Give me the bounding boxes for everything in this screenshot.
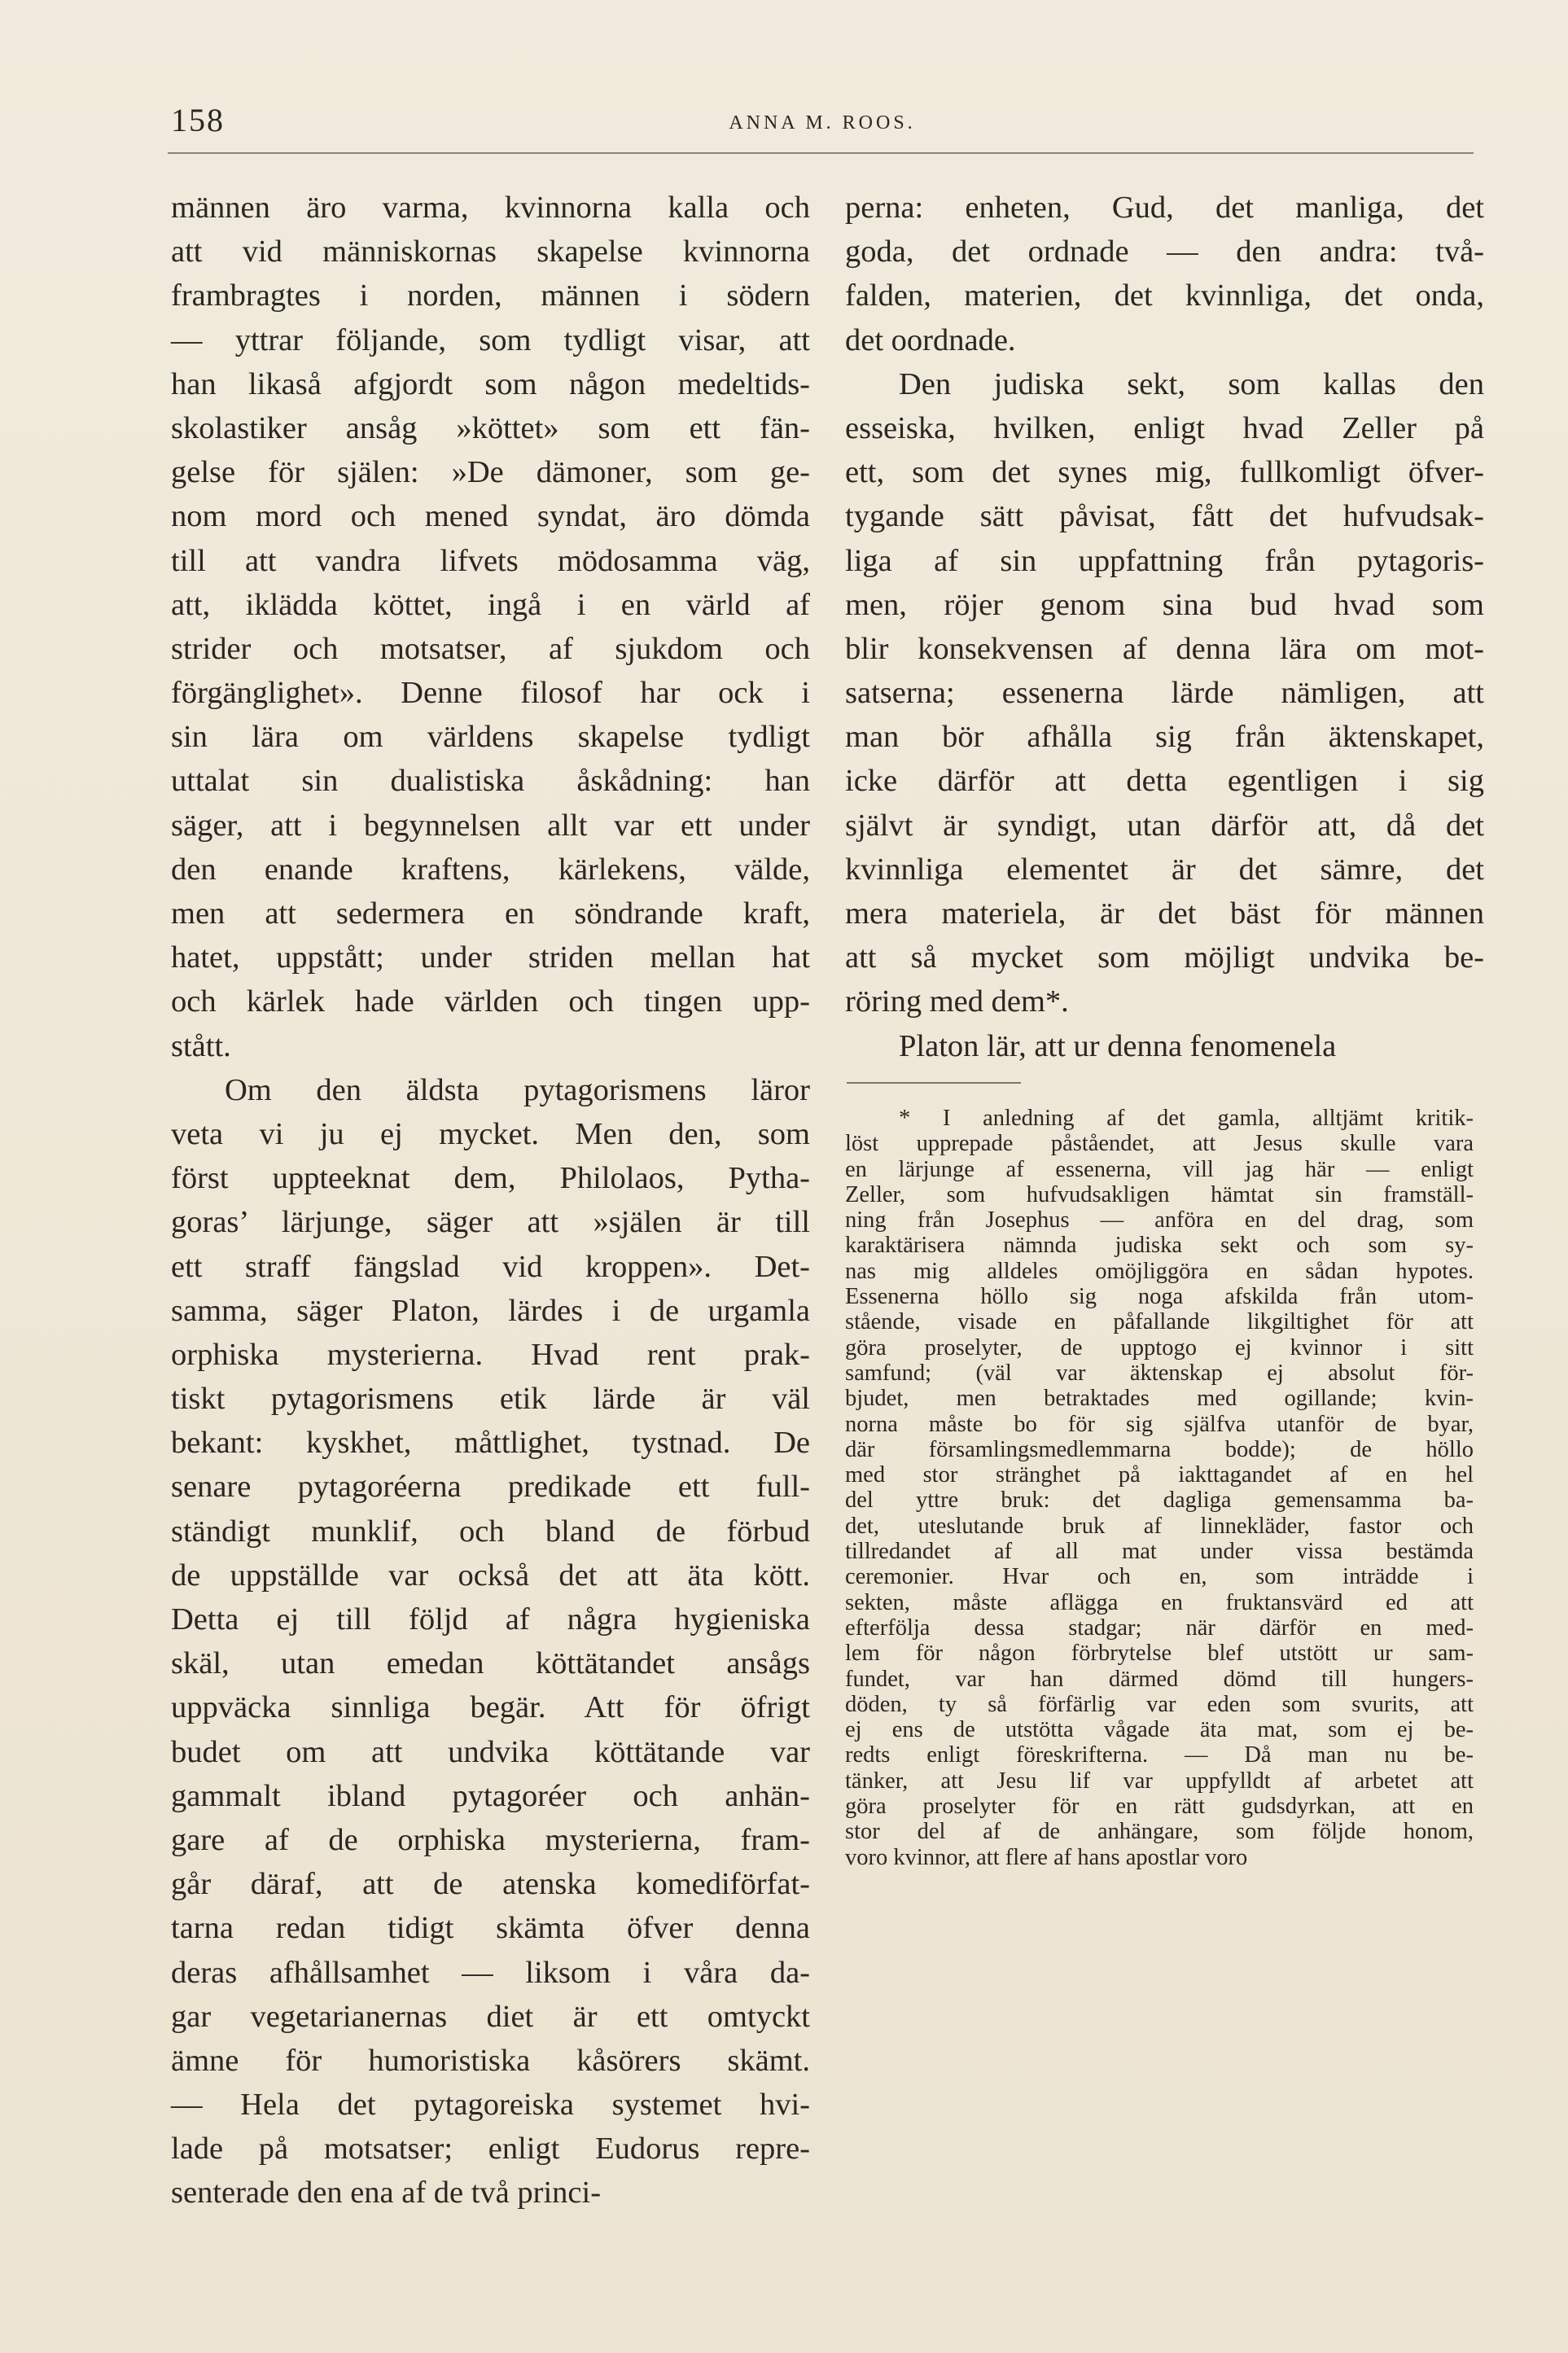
text-line: hatet, uppstått; under striden mellan hat [171, 940, 810, 975]
footnote-line: norna måste bo för sig själfva utanför de byar, [845, 1411, 1474, 1437]
footnote-rule [847, 1082, 1021, 1084]
footnote-line: voro kvinnor, att flere af hans apostlar voro [845, 1844, 1248, 1870]
text-line: veta vi ju ej mycket. Men den, som [171, 1116, 810, 1151]
text-line: man bör afhålla sig från äktenskapet, [845, 720, 1484, 755]
text-line: skolastiker ansåg »köttet» som ett fän- [171, 410, 810, 445]
text-line: orphiska mysterierna. Hvad rent prak- [171, 1337, 810, 1372]
text-line: liga af sin uppfattning från pytagoris- [845, 543, 1484, 578]
footnote-line: karaktärisera nämnda judiska sekt och som sy- [845, 1233, 1474, 1259]
footnote-line: stående, visade en påfallande likgiltighet för att [845, 1309, 1474, 1335]
footnote-line: Zeller, som hufvudsakligen hämtat sin framställ- [845, 1181, 1474, 1207]
text-line: att, iklädda köttet, ingå i en värld af [171, 587, 810, 622]
text-line: lade på motsatser; enligt Eudorus repre- [171, 2132, 810, 2167]
text-line: sin lära om världens skapelse tydligt [171, 720, 810, 755]
text-line: först uppteeknat dem, Philolaos, Pytha- [171, 1161, 810, 1196]
text-line: senterade den ena af de två princi- [171, 2176, 602, 2211]
footnote-line: löst upprepade påståendet, att Jesus skulle vara [845, 1131, 1474, 1157]
footnote-block [845, 1106, 1474, 1870]
text-line: går däraf, att de atenska komediförfat- [171, 1867, 810, 1902]
text-line: frambragtes i norden, männen i södern [171, 278, 810, 313]
footnote-line: nas mig alldeles omöjliggöra en sådan hypotes. [845, 1258, 1474, 1284]
running-head: ANNA M. ROOS. [729, 112, 916, 134]
text-line: falden, materien, det kvinnliga, det onda, [845, 278, 1484, 313]
text-line: men, röjer genom sina bud hvad som [845, 587, 1484, 622]
text-line: budet om att undvika köttätande var [171, 1734, 810, 1769]
footnote-line: samfund; (väl var äktenskap ej absolut för- [845, 1360, 1474, 1386]
text-line: skäl, utan emedan köttätandet ansågs [171, 1646, 810, 1681]
text-line: röring med dem*. [845, 984, 1069, 1019]
text-line: tygande sätt påvisat, fått det hufvudsak- [845, 499, 1484, 534]
text-line: tiskt pytagorismens etik lärde är väl [171, 1382, 810, 1417]
page-header [171, 104, 1474, 137]
text-line: goda, det ordnade — den andra: två- [845, 234, 1484, 269]
footnote-line: del yttre bruk: det dagliga gemensamma ba- [845, 1488, 1474, 1514]
text-line: Den judiska sekt, som kallas den [899, 366, 1484, 401]
footnote-line: med stor stränghet på iakttagandet af en hel [845, 1462, 1474, 1488]
text-line: strider och motsatser, af sjukdom och [171, 631, 810, 666]
text-line: gammalt ibland pytagoréer och anhän- [171, 1778, 810, 1813]
text-line: att så mycket som möjligt undvika be- [845, 940, 1484, 975]
footnote-line: stor del af de anhängare, som följde honom, [845, 1819, 1474, 1845]
footnote-line: tillredandet af all mat under vissa bestämda [845, 1539, 1474, 1565]
footnote-line: fundet, var han därmed dömd till hungers- [845, 1666, 1474, 1692]
footnote-line: redts enligt föreskrifterna. — Då man nu be- [845, 1742, 1474, 1768]
text-line: bekant: kyskhet, måttlighet, tystnad. De [171, 1426, 810, 1461]
text-line: gare af de orphiska mysterierna, fram- [171, 1822, 810, 1857]
text-line: Detta ej till följd af några hygieniska [171, 1602, 810, 1637]
footnote-line: det, uteslutande bruk af linnekläder, fastor och [845, 1513, 1474, 1539]
footnote-line: tänker, att Jesu lif var uppfylldt af arbetet att [845, 1768, 1474, 1794]
left-column [171, 186, 810, 2215]
footnote-line: sekten, måste aflägga en fruktansvärd ed att [845, 1589, 1474, 1615]
footnote-line: döden, ty så förfärlig var eden som svurits, att [845, 1691, 1474, 1717]
footnote-line: ej ens de utstötta vågade äta mat, som ej be- [845, 1717, 1474, 1743]
text-line: ett, som det synes mig, fullkomligt öfver- [845, 455, 1484, 490]
text-line: senare pytagoréerna predikade ett full- [171, 1470, 810, 1505]
text-line: männen äro varma, kvinnorna kalla och [171, 191, 810, 225]
text-line: nom mord och mened syndat, äro dömda [171, 499, 810, 534]
text-line: deras afhållsamhet — liksom i våra da- [171, 1955, 810, 1990]
text-line: — Hela det pytagoreiska systemet hvi- [171, 2088, 810, 2123]
text-line: samma, säger Platon, lärdes i de urgamla [171, 1293, 810, 1328]
footnote-line: ning från Josephus — anföra en del drag, som [845, 1207, 1474, 1233]
text-line: tarna redan tidigt skämta öfver denna [171, 1911, 810, 1946]
text-line: den enande kraftens, kärlekens, välde, [171, 852, 810, 887]
text-line: ett straff fängslad vid kroppen». Det- [171, 1249, 810, 1284]
footnote-line: lem för någon förbrytelse blef utstött ur sam- [845, 1641, 1474, 1667]
footnote-line: efterfölja dessa stadgar; när därför en med- [845, 1615, 1474, 1641]
right-column [845, 186, 1484, 1068]
text-line: Om den äldsta pytagorismens läror [225, 1072, 810, 1107]
text-line: gelse för själen: »De dämoner, som ge- [171, 455, 810, 490]
text-line: satserna; essenerna lärde nämligen, att [845, 676, 1484, 711]
text-line: goras’ lärjunge, säger att »själen är till [171, 1205, 810, 1240]
footnote-line: bjudet, men betraktades med ogillande; kvin- [845, 1386, 1474, 1412]
text-line: kvinnliga elementet är det sämre, det [845, 852, 1484, 887]
text-line: uppväcka sinnliga begär. Att för öfrigt [171, 1690, 810, 1725]
text-line: att vid människornas skapelse kvinnorna [171, 234, 810, 269]
text-line: Platon lär, att ur denna fenomenela [899, 1028, 1337, 1063]
text-line: säger, att i begynnelsen allt var ett under [171, 808, 810, 843]
footnote-line: göra proselyter för en rätt gudsdyrkan, att en [845, 1794, 1474, 1820]
text-line: självt är syndigt, utan därför att, då det [845, 808, 1484, 843]
text-line: ständigt munklif, och bland de förbud [171, 1514, 810, 1549]
text-line: esseiska, hvilken, enligt hvad Zeller på [845, 410, 1484, 445]
page-number: 158 [171, 102, 225, 138]
text-line: det oordnade. [845, 322, 1016, 357]
footnote-line: en lärjunge af essenerna, vill jag här — enligt [845, 1156, 1474, 1182]
footnote-line: Essenerna höllo sig noga afskilda från utom- [845, 1284, 1474, 1310]
text-line: icke därför att detta egentligen i sig [845, 764, 1484, 799]
footnote-line: göra proselyter, de upptogo ej kvinnor i sitt [845, 1334, 1474, 1361]
text-line: gar vegetarianernas diet är ett omtyckt [171, 1999, 810, 2034]
footnote-line: där församlingsmedlemmarna bodde); de höllo [845, 1436, 1474, 1462]
footnote-line: * I anledning af det gamla, alltjämt kritik- [899, 1106, 1474, 1131]
text-line: mera materiela, är det bäst för männen [845, 896, 1484, 931]
text-line: till att vandra lifvets mödosamma väg, [171, 543, 810, 578]
text-line: perna: enheten, Gud, det manliga, det [845, 191, 1484, 225]
text-line: ämne för humoristiska kåsörers skämt. [171, 2043, 810, 2078]
text-line: stått. [171, 1028, 231, 1063]
text-line: han likaså afgjordt som någon medeltids- [171, 366, 810, 401]
text-line: — yttrar följande, som tydligt visar, att [171, 322, 810, 357]
text-line: förgänglighet». Denne filosof har ock i [171, 676, 810, 711]
text-line: och kärlek hade världen och tingen upp- [171, 984, 810, 1019]
footnote-line: ceremonier. Hvar och en, som inträdde i [845, 1564, 1474, 1590]
text-line: blir konsekvensen af denna lära om mot- [845, 631, 1484, 666]
text-line: uttalat sin dualistiska åskådning: han [171, 764, 810, 799]
header-rule [168, 152, 1474, 154]
text-line: de uppställde var också det att äta kött. [171, 1558, 810, 1593]
text-line: men att sedermera en söndrande kraft, [171, 896, 810, 931]
